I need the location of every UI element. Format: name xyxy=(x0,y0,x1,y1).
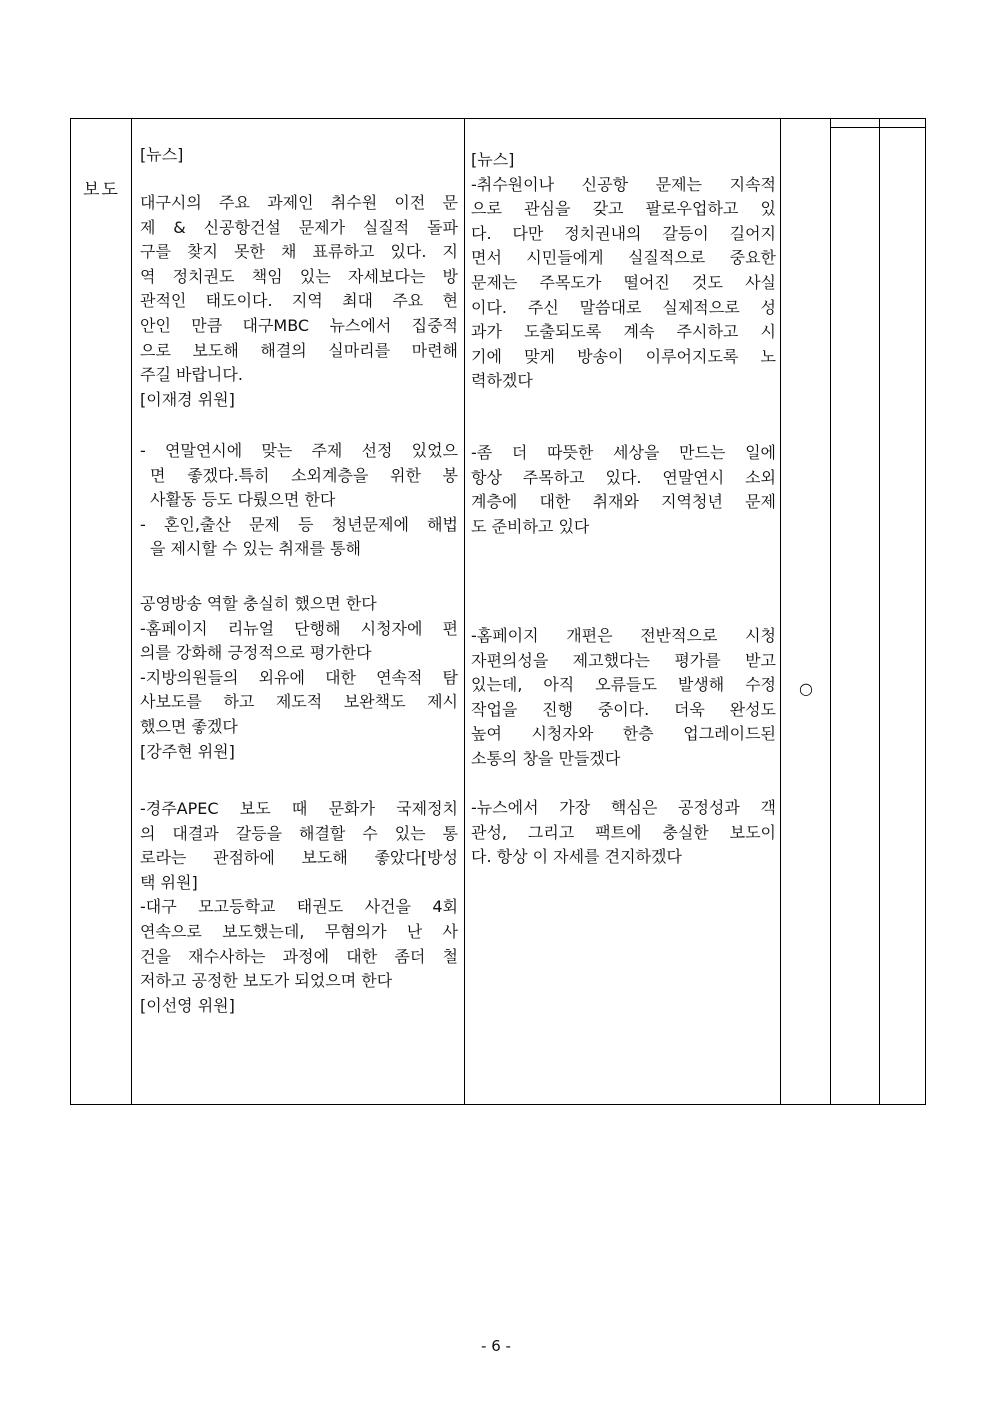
opinion-line: 구를 찾지 못한 채 표류하고 있다. 지 xyxy=(140,242,458,262)
opinion-line: - 연말연시에 맞는 주제 선정 있었으 xyxy=(140,441,458,460)
opinion-author: [이선영 위원] xyxy=(140,995,235,1015)
opinion-line: 으로 보도해 해결의 실마리를 마련해 xyxy=(140,340,458,360)
response-paragraph-1 xyxy=(471,148,776,394)
response-line: 기에 맞게 방송이 이루어지도록 노 xyxy=(471,346,776,366)
response-line: 다. 항상 이 자세를 견지하겠다 xyxy=(471,847,682,867)
category-column xyxy=(71,119,132,1104)
response-news-header: [뉴스] xyxy=(471,150,515,169)
response-line: 다. 다만 정치권내의 갈등이 길어지 xyxy=(471,223,776,243)
opinion-paragraph-5 xyxy=(140,797,458,1018)
opinion-line: -대구 모고등학교 태권도 사건을 4회 xyxy=(140,897,458,917)
opinion-news-header: [뉴스] xyxy=(140,145,184,164)
opinion-line: 안인 만큼 대구MBC 뉴스에서 집중적 xyxy=(140,315,458,335)
opinion-paragraph-1 xyxy=(140,191,458,412)
opinion-line: -경주APEC 보도 때 문화가 국제정치 xyxy=(140,799,458,818)
opinion-table xyxy=(70,118,926,1105)
circle-mark: ○ xyxy=(799,679,813,698)
response-line: 높여 시청자와 한층 업그레이드된 xyxy=(471,724,776,744)
opinion-author: [강주현 위원] xyxy=(140,741,235,761)
opinion-line: 주길 바랍니다. xyxy=(140,365,243,385)
opinion-line: 관적인 태도이다. 지역 최대 주요 현 xyxy=(140,291,458,311)
response-line: 작업을 진행 중이다. 더욱 완성도 xyxy=(471,699,776,719)
extra-column-1 xyxy=(831,119,880,1104)
response-line: -뉴스에서 가장 핵심은 공정성과 객 xyxy=(471,798,776,817)
opinion-line: 을 제시할 수 있는 취재를 통해 xyxy=(150,539,361,559)
opinion-line: -홈페이지 리뉴얼 단행해 시청자에 편 xyxy=(140,618,458,638)
response-line: 과가 도출되도록 계속 주시하고 시 xyxy=(471,322,776,342)
response-line: 관성, 그리고 팩트에 충실한 보도이 xyxy=(471,822,776,842)
response-line: 계층에 대한 취재와 지역청년 문제 xyxy=(471,492,776,512)
opinion-line: 택 위원] xyxy=(140,872,198,892)
opinion-line: 제 & 신공항건설 문제가 실질적 돌파 xyxy=(140,217,458,237)
response-line: 소통의 창을 만들겠다 xyxy=(471,748,621,768)
response-line: 자편의성을 제고했다는 평가를 받고 xyxy=(471,650,776,670)
response-line: -취수원이나 신공항 문제는 지속적 xyxy=(471,174,776,194)
opinion-line: 건을 재수사하는 과정에 대한 좀더 철 xyxy=(140,946,458,966)
opinion-line: -지방의원들의 외유에 대한 연속적 탐 xyxy=(140,667,458,687)
opinion-line: 로라는 관점하에 보도해 좋았다[방성 xyxy=(140,848,458,868)
response-line: 도 준비하고 있다 xyxy=(471,516,590,536)
opinion-line: - 혼인,출산 문제 등 청년문제에 해법 xyxy=(140,514,458,534)
mark-column xyxy=(781,119,831,1104)
opinion-author: [이재경 위원] xyxy=(140,389,235,409)
extra-column-2 xyxy=(880,119,925,1104)
response-line: 이다. 주신 말씀대로 실제적으로 성 xyxy=(471,297,776,317)
response-line: 있는데, 아직 오류들도 발생해 수정 xyxy=(471,675,776,695)
opinion-line: 역 정치권도 책임 있는 자세보다는 방 xyxy=(140,266,458,286)
response-line: 면서 시민들에게 실질적으로 중요한 xyxy=(471,248,776,268)
opinion-line: 연속으로 보도했는데, 무혐의가 난 사 xyxy=(140,921,458,941)
opinion-news-header-block xyxy=(140,143,458,168)
response-line: -홈페이지 개편은 전반적으로 시청 xyxy=(471,626,776,645)
header-divider xyxy=(831,127,879,128)
response-column xyxy=(465,119,781,1104)
response-paragraph-4 xyxy=(471,796,776,870)
opinion-line: 대구시의 주요 과제인 취수원 이전 문 xyxy=(140,193,458,212)
response-paragraph-3 xyxy=(471,624,776,772)
opinion-line: 면 좋겠다.특히 소외계층을 위한 봉 xyxy=(150,465,458,485)
page-number: - 6 - xyxy=(481,1337,511,1355)
opinion-line: 사보도를 하고 제도적 보완책도 제시 xyxy=(140,692,458,712)
response-line: 으로 관심을 갖고 팔로우업하고 있 xyxy=(471,199,776,219)
response-line: 력하겠다 xyxy=(471,371,533,391)
response-line: -좀 더 따뜻한 세상을 만드는 일에 xyxy=(471,443,776,462)
opinion-line: 공영방송 역할 충실히 했으면 한다 xyxy=(140,594,377,613)
header-divider xyxy=(880,127,925,128)
opinion-line: 의 대결과 갈등을 해결할 수 있는 통 xyxy=(140,823,458,843)
opinion-paragraph-4 xyxy=(140,592,458,764)
response-line: 문제는 주목도가 떨어진 것도 사실 xyxy=(471,272,776,292)
opinion-line: 저하고 공정한 보도가 되었으며 한다 xyxy=(140,971,393,991)
opinion-column xyxy=(132,119,465,1104)
opinion-line: 사활동 등도 다뤘으면 한다 xyxy=(150,490,336,510)
opinion-line: 의를 강화해 긍정적으로 평가한다 xyxy=(140,643,372,663)
opinion-paragraph-2 xyxy=(140,439,458,562)
response-line: 항상 주목하고 있다. 연말연시 소외 xyxy=(471,467,776,487)
opinion-line: 했으면 좋겠다 xyxy=(140,716,238,736)
response-paragraph-2 xyxy=(471,441,776,539)
category-label: 보도 xyxy=(83,180,120,200)
